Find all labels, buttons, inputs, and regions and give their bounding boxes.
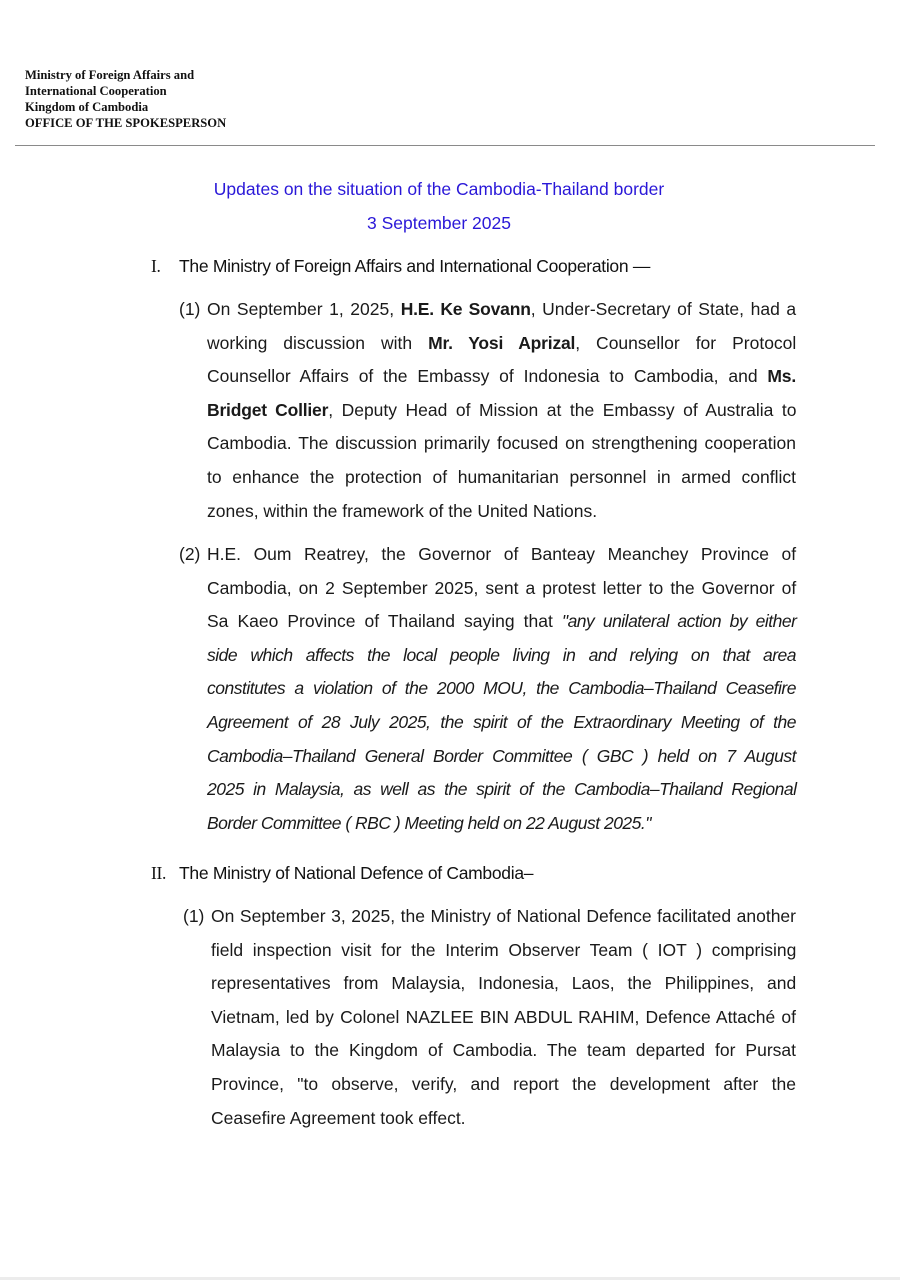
- text-line: Bridget Collier, Deputy Head of Mission at the Embassy of Australia to: [207, 399, 797, 420]
- quoted-text: Border Committee ( RBC ) Meeting held on 22 August 2025.": [207, 812, 651, 833]
- text-line: Cambodia. The discussion primarily focused on strengthening cooperation: [207, 433, 796, 454]
- text-line: Malaysia to the Kingdom of Cambodia. The team departed for Pursat: [211, 1040, 796, 1061]
- text-line: working discussion with Mr. Yosi Aprizal, Counsellor for Protocol: [207, 332, 797, 353]
- item-body: [207, 293, 796, 528]
- section-title: The Ministry of National Defence of Cambodia–: [179, 863, 534, 883]
- text-line: [207, 773, 796, 807]
- item-body: [211, 900, 796, 1135]
- document-date: 3 September 2025: [367, 213, 511, 233]
- quoted-text: 2025 in Malaysia, as well as the spirit of the Cambodia–Thailand Regional: [207, 779, 797, 800]
- quoted-text: Cambodia–Thailand General Border Committee ( GBC ) held on 7 August: [207, 745, 796, 766]
- section-heading-2: [151, 863, 533, 884]
- quoted-text: side which affects the local people living in and relying on that area: [207, 644, 796, 665]
- text-line: Ceasefire Agreement took effect.: [211, 1107, 466, 1128]
- item-body: [207, 538, 796, 840]
- section-numeral: I.: [151, 256, 161, 276]
- person-name: Bridget Collier: [207, 399, 329, 420]
- item-number: (1): [179, 299, 201, 319]
- letterhead: [25, 67, 226, 131]
- section-heading-1: [151, 256, 650, 277]
- text-line: [207, 672, 796, 706]
- text-line: zones, within the framework of the United Nations.: [207, 500, 598, 521]
- letterhead-cooperation: International Cooperation: [25, 84, 167, 98]
- text-line: Cambodia, on 2 September 2025, sent a protest letter to the Governor of: [207, 577, 797, 598]
- header-divider: [15, 145, 875, 146]
- quoted-text: "any unilateral action by either: [561, 611, 797, 632]
- text-line: [207, 639, 796, 673]
- text-line: Counsellor Affairs of the Embassy of Indonesia to Cambodia, and Ms.: [207, 366, 796, 387]
- letterhead-kingdom: Kingdom of Cambodia: [25, 100, 149, 114]
- document-title: Updates on the situation of the Cambodia-Thailand border: [213, 179, 665, 199]
- text-line: Vietnam, led by Colonel NAZLEE BIN ABDUL RAHIM, Defence Attaché of: [211, 1006, 796, 1027]
- text-line: [207, 807, 796, 841]
- person-name: Mr. Yosi Aprizal: [428, 332, 576, 353]
- letterhead-office: OFFICE OF THE SPOKESPERSON: [25, 116, 227, 130]
- section-1-item-1: [179, 293, 796, 528]
- text-line: On September 1, 2025, H.E. Ke Sovann, Under-Secretary of State, had a: [207, 299, 797, 319]
- item-number: (2): [179, 544, 201, 564]
- person-name: H.E. Ke Sovann: [400, 299, 531, 319]
- quoted-text: Agreement of 28 July 2025, the spirit of the Extraordinary Meeting of the: [207, 711, 796, 732]
- letterhead-ministry: Ministry of Foreign Affairs and: [25, 68, 195, 82]
- text-line: representatives from Malaysia, Indonesia, Laos, the Philippines, and: [211, 973, 797, 994]
- text-line: to enhance the protection of humanitarian personnel in armed conflict: [207, 466, 796, 487]
- person-name: Ms.: [767, 366, 796, 387]
- quoted-text: constitutes a violation of the 2000 MOU, the Cambodia–Thailand Ceasefire: [207, 678, 796, 699]
- section-numeral: II.: [151, 863, 167, 883]
- text-line: H.E. Oum Reatrey, the Governor of Banteay Meanchey Province of: [207, 544, 797, 564]
- text-line: Province, "to observe, verify, and report the development after the: [211, 1073, 796, 1094]
- text-line: Sa Kaeo Province of Thailand saying that "any unilateral action by either: [207, 611, 797, 632]
- text-line: [207, 740, 796, 774]
- text-line: [207, 706, 796, 740]
- text-line: field inspection visit for the Interim Observer Team ( IOT ) comprising: [211, 939, 797, 960]
- section-title: The Ministry of Foreign Affairs and International Cooperation —: [179, 256, 651, 276]
- section-2-item-1: [183, 900, 796, 1135]
- item-number: (1): [183, 906, 205, 926]
- section-1-item-2: [179, 538, 796, 840]
- text-line: On September 3, 2025, the Ministry of National Defence facilitated another: [211, 906, 796, 926]
